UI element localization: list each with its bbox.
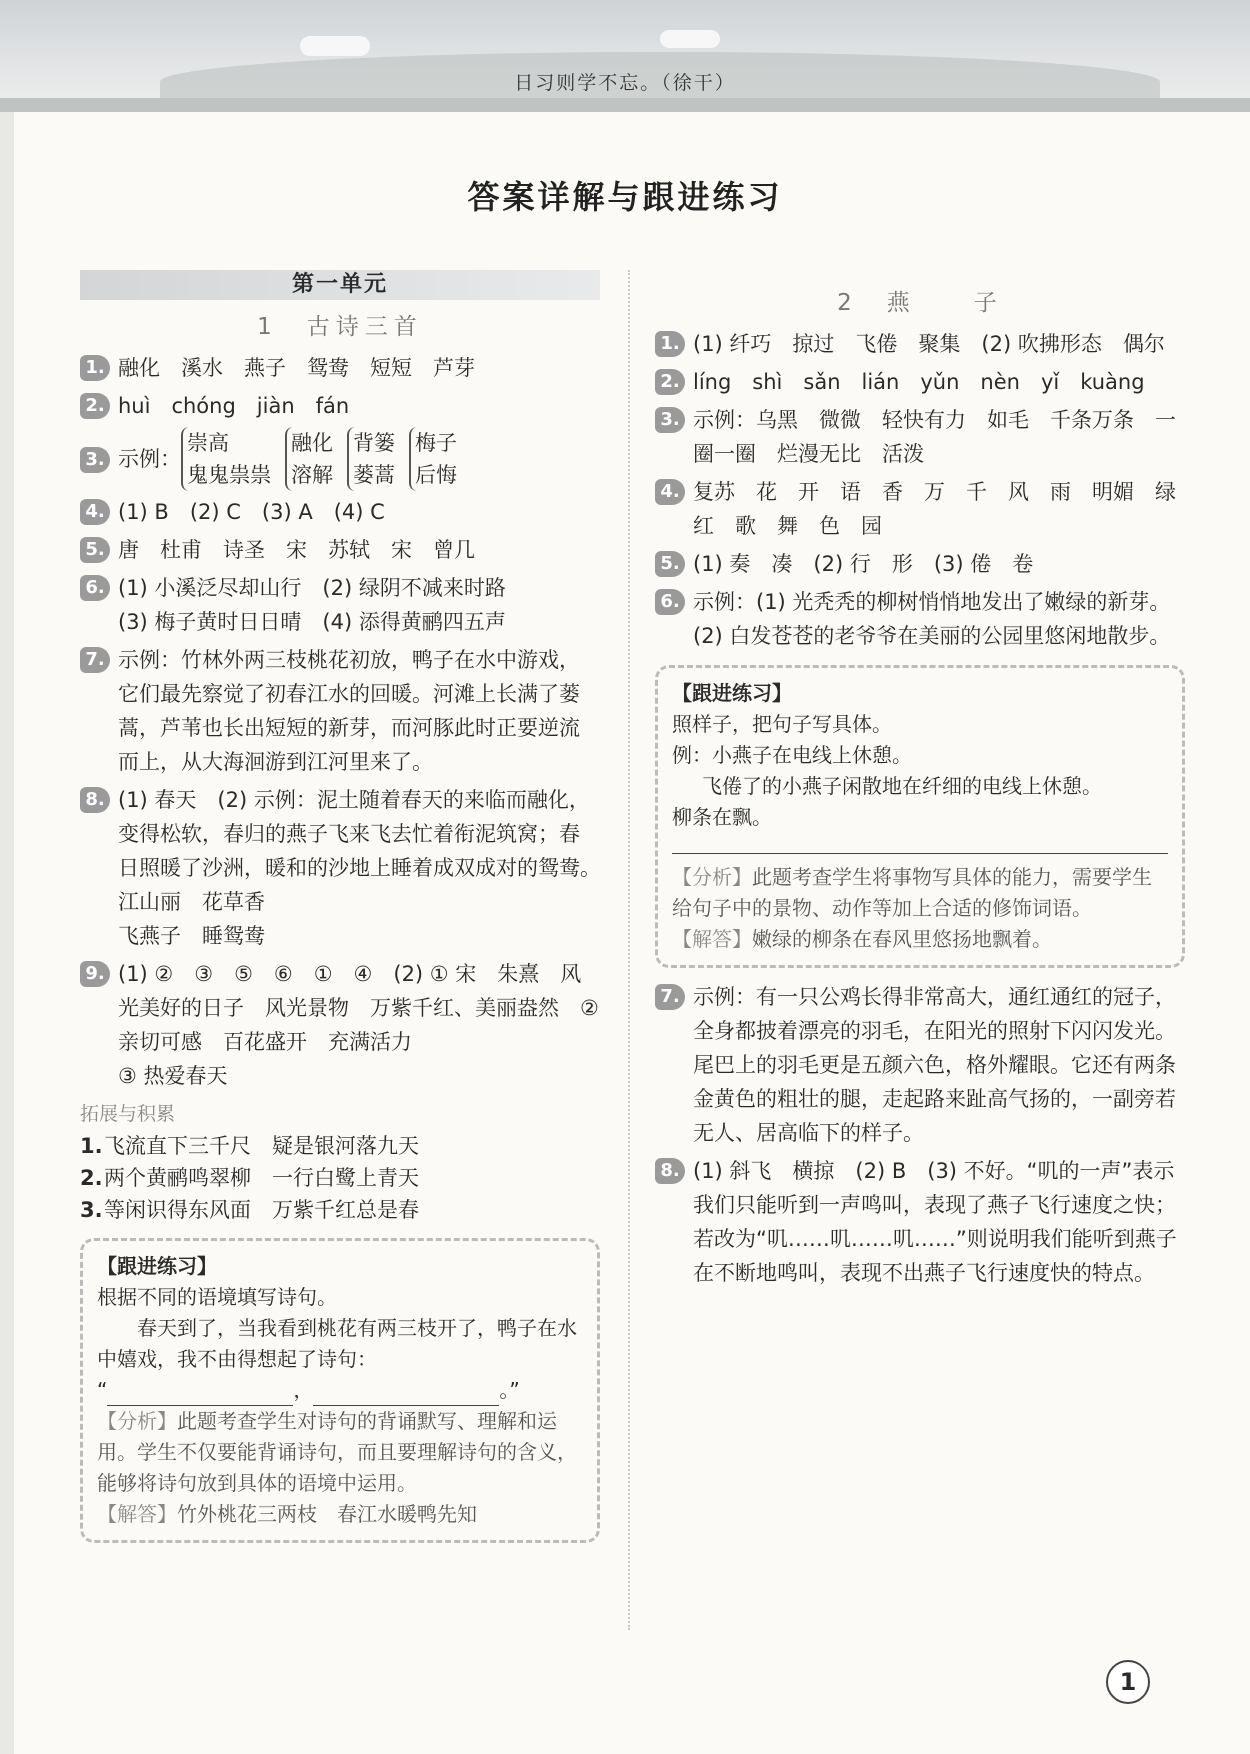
lesson-title: 2 燕 子 — [837, 290, 1003, 316]
motto: 日习则学不忘。（徐干） — [514, 72, 736, 94]
page-edge — [0, 112, 14, 1754]
practice-box: 【跟进练习】 照样子，把句子写具体。 例：小燕子在电线上休憩。 飞倦了的小燕子闲散地在纤细的电线上休憩。 柳条在飘。 【分析】此题考查学生将事物写具体的能力，需要学生给句子中的景物、动作等加上合适的修饰词语。 【解答】嫩绿的柳条在春风里悠扬地飘着。 — [655, 665, 1185, 968]
question-8: 8. (1) 春天 (2) 示例：泥土随着春天的来临而融化，变得松软，春归的燕子飞来飞去忙着衔泥筑窝；春日照暖了沙洲，暖和的沙地上睡着成双成对的鸳鸯。 江山丽 花草香 飞燕子 睡鸳鸯 — [80, 783, 600, 953]
lesson-title: 1 古诗三首 — [257, 314, 423, 340]
question-8: 8. (1) 斜飞 横掠 (2) B (3) 不好。“叽的一声”表示我们只能听到一声鸣叫，表现了燕子飞行速度之快；若改为“叽……叽……叽……”则说明我们能听到燕子在不断地鸣叫，表现不出燕子飞行速度快的特点。 — [655, 1154, 1185, 1290]
section-heading: 拓展与积累 — [80, 1103, 176, 1125]
question-1: 1. (1) 纤巧 掠过 飞倦 聚集 (2) 吹拂形态 偶尔 — [655, 327, 1185, 361]
answer-line[interactable] — [672, 839, 1168, 854]
fill-blank: “ ， 。” — [97, 1375, 583, 1406]
answer-blank[interactable] — [107, 1383, 293, 1406]
question-3: 3. 示例： 崇高 鬼鬼祟祟 融化 溶解 背篓 蒌蒿 梅子 后悔 — [80, 427, 600, 491]
cloud-icon — [660, 30, 720, 48]
list-item: 1.飞流直下三千尺 疑是银河落九天 — [80, 1134, 419, 1158]
question-6: 6. 示例：(1) 光秃秃的柳树悄悄地发出了嫩绿的新芽。 (2) 白发苍苍的老爷爷在美丽的公园里悠闲地散步。 — [655, 585, 1185, 653]
list-item: 3.等闲识得东风面 万紫千红总是春 — [80, 1198, 419, 1222]
unit-heading: 第一单元 — [80, 270, 600, 300]
page-title: 答案详解与跟进练习 — [467, 178, 783, 216]
answer-blank[interactable] — [313, 1383, 499, 1406]
question-2: 2. huì chóng jiàn fán — [80, 389, 600, 423]
column-divider — [628, 270, 630, 1630]
question-7: 7. 示例：竹林外两三枝桃花初放，鸭子在水中游戏，它们最先察觉了初春江水的回暖。河滩上长满了蒌蒿，芦苇也长出短短的新芽，而河豚此时正要逆流而上，从大海洄游到江河里来了。 — [80, 643, 600, 779]
right-column — [655, 270, 1197, 1294]
question-6: 6. (1) 小溪泛尽却山行 (2) 绿阴不减来时路 (3) 梅子黄时日日晴 (4) 添得黄鹂四五声 — [80, 571, 600, 639]
header-banner — [0, 0, 1250, 112]
question-4: 4. 复苏 花 开 语 香 万 千 风 雨 明媚 绿 红 歌 舞 色 园 — [655, 475, 1185, 543]
question-4: 4. (1) B (2) C (3) A (4) C — [80, 495, 600, 529]
banner-strip — [0, 98, 1250, 112]
practice-box: 【跟进练习】 根据不同的语境填写诗句。 春天到了，当我看到桃花有两三枝开了，鸭子在水中嬉戏，我不由得想起了诗句： “ ， 。” 【分析】此题考查学生对诗句的背诵默写、理解和运用。学生不仅要能背诵诗句，而且要理解诗句的含义，能够将诗句放到具体的语境中运用。 【解答】竹外桃花三两枝 春江水暖鸭先知 — [80, 1238, 600, 1543]
question-9: 9. (1) ② ③ ⑤ ⑥ ① ④ (2) ① 宋 朱熹 风光美好的日子 风光景物 万紫千红、美丽盎然 ② 亲切可感 百花盛开 充满活力 ③ 热爱春天 — [80, 957, 600, 1093]
question-3: 3. 示例：乌黑 微微 轻快有力 如毛 千条万条 一圈一圈 烂漫无比 活泼 — [655, 403, 1185, 471]
question-5: 5. 唐 杜甫 诗圣 宋 苏轼 宋 曾几 — [80, 533, 600, 567]
word-pair: 崇高 鬼鬼祟祟 — [181, 427, 271, 491]
question-2: 2. líng shì sǎn lián yǔn nèn yǐ kuàng — [655, 365, 1185, 399]
question-5: 5. (1) 奏 凑 (2) 行 形 (3) 倦 卷 — [655, 547, 1185, 581]
list-item: 2.两个黄鹂鸣翠柳 一行白鹭上青天 — [80, 1166, 419, 1190]
cloud-icon — [300, 36, 370, 56]
extension-list — [80, 1130, 600, 1226]
left-column — [80, 270, 612, 1555]
question-1: 1. 融化 溪水 燕子 鸳鸯 短短 芦芽 — [80, 351, 600, 385]
word-pair: 融化 溶解 — [285, 427, 333, 491]
page-number: 1 — [1106, 1660, 1150, 1704]
word-pair: 背篓 蒌蒿 — [347, 427, 395, 491]
word-pair: 梅子 后悔 — [409, 427, 457, 491]
question-7: 7. 示例：有一只公鸡长得非常高大，通红通红的冠子，全身都披着漂亮的羽毛，在阳光的照射下闪闪发光。尾巴上的羽毛更是五颜六色，格外耀眼。它还有两条金黄色的粗壮的腿，走起路来趾高气扬的，一副旁若无人、居高临下的样子。 — [655, 980, 1185, 1150]
